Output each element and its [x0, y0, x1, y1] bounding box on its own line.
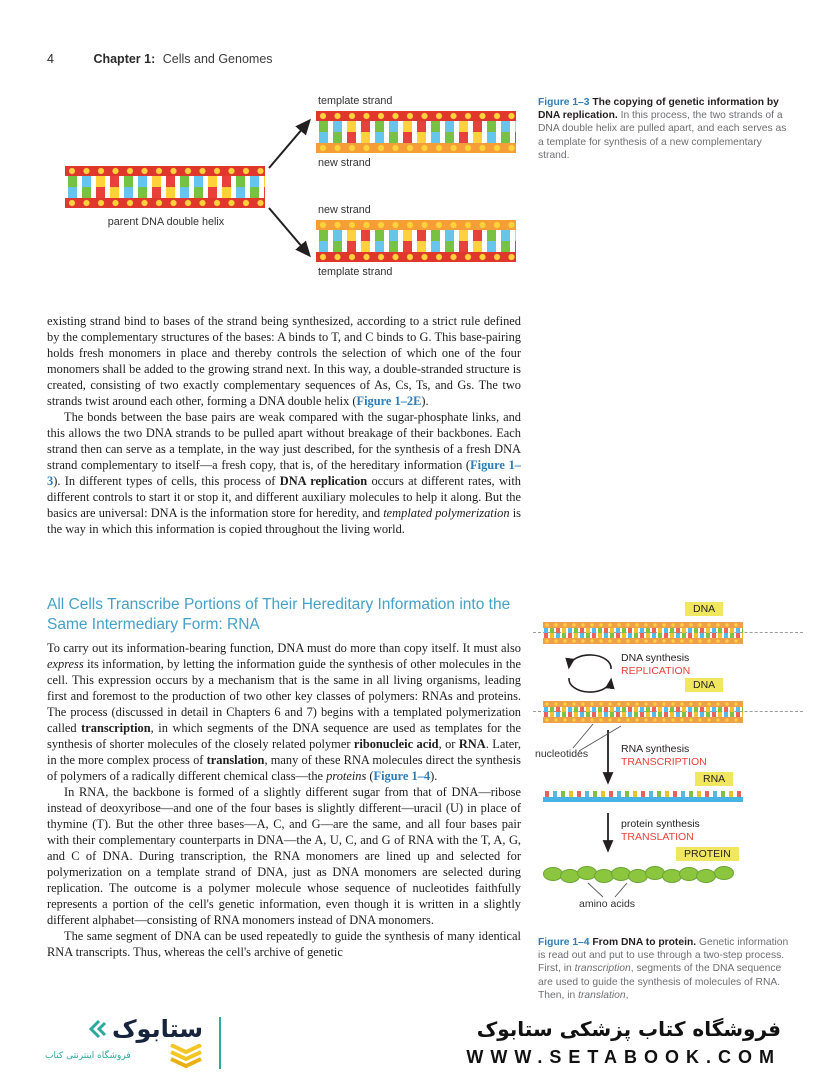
base-pairs-top: [316, 230, 516, 241]
base-pairs-bottom: [65, 187, 265, 198]
paragraph: In RNA, the backbone is formed of a slightly different sugar from that of DNA—ribose instead of deoxyribose—and one of the four bases is slightly different—uracil (U) in place of thymine (T). But the other three bases—A, C, and G—are the same, and all four bases pair with their complementary counterparts in DNA—the A, U, C, and G of RNA with the T, A, G, and C of DNA. During transcription, the RNA monomers are lined up and selected for polymerization on a template strand of DNA, just as DNA monomers are selected during replication. The outcome is a polymer molecule whose sequence of nucleotides faithfully represents a portion of the cell's genetic information, even though it is written in a slightly different alphabet—consisting of RNA monomers instead of DNA monomers.: [47, 785, 521, 927]
rna-synthesis-label: RNA synthesis: [621, 743, 690, 755]
template-strand-backbone: [316, 252, 516, 262]
protein-chain: [543, 864, 739, 886]
website-url: WWW.SETABOOK.COM: [466, 1047, 781, 1067]
logo-gold-chevrons-icon: [169, 1044, 203, 1068]
dna-double-helix: [65, 166, 265, 208]
rna-backbone: [543, 797, 743, 802]
body-text-block-1: [47, 313, 521, 537]
parent-dna-helix: [65, 166, 265, 232]
section-heading: All Cells Transcribe Portions of Their Hereditary Information into the Same Intermediary Form: RNA: [47, 596, 511, 633]
logo-double-chevron-icon: [86, 1018, 108, 1040]
dna-tag: DNA: [685, 678, 723, 692]
page-number: 4: [47, 52, 54, 66]
base-pairs-top: [65, 176, 265, 187]
translation-label: TRANSLATION: [621, 831, 694, 843]
protein-tag: PROTEIN: [676, 847, 739, 861]
dna-backbone-strand: [543, 622, 743, 628]
paragraph: To carry out its information-bearing function, DNA must do more than copy itself. It must also express its information, by letting the information guide the synthesis of other molecules in the cell. This expression occurs by a mechanism that is the same in all living organisms, leading first and foremost to the production of two other key classes of polymers: RNAs and proteins. The process (discussed in detail in Chapters 6 and 7) begins with a templated polymerization called transcription, in which segments of the DNA sequence are used as templates for the synthesis of shorter molecules of the closely related polymer ribonucleic acid, or RNA. Later, in the more complex process of translation, many of these RNA molecules direct the synthesis of polymers of a radically different chemical class—the proteins (Figure 1–4).: [47, 641, 521, 783]
rna-tag: RNA: [695, 772, 733, 786]
transcription-label: TRANSCRIPTION: [621, 756, 707, 768]
dna-molecule-2: [543, 701, 743, 723]
transcription-step-label: [621, 743, 707, 769]
logo-subtitle: فروشگاه اینترنتی کتاب: [45, 1051, 131, 1061]
dna-synthesis-label: DNA synthesis: [621, 652, 690, 664]
new-strand-label: new strand: [318, 157, 371, 169]
replication-step-label: [621, 652, 690, 678]
template-strand-label: template strand: [318, 266, 393, 278]
store-title: فروشگاه کتاب پزشکی ستابوک: [476, 1017, 781, 1041]
logo-wordmark: ستابوک: [111, 1015, 203, 1043]
figure-1-3-diagram: [40, 90, 540, 310]
paragraph: existing strand bind to bases of the strand being synthesized, according to a strict rule defined by the complementary structures of the bases: A binds to T, and C binds to G. This base-pairing holds fresh monomers in place and thereby controls the selection of which one of the four monomers shall be added to the growing strand next. In this way, a double-stranded structure is created, consisting of two exactly complementary sequences of As, Cs, Ts, and Gs. The two strands twist around each other, forming a DNA double helix (Figure 1–2E).: [47, 314, 521, 408]
body-text-block-2: [47, 640, 521, 960]
base-pairs-top: [316, 121, 516, 132]
base-pairs-bottom: [316, 241, 516, 252]
amino-acids-label: amino acids: [579, 898, 636, 910]
nucleotides-label: nucleotides: [535, 748, 589, 760]
new-strand-label: new strand: [318, 204, 371, 216]
dna-backbone-strand: [65, 166, 265, 176]
replication-label: REPLICATION: [621, 665, 691, 677]
dna-double-helix: [316, 220, 516, 262]
setabook-logo: [45, 1017, 203, 1068]
figure-1-4-caption: Figure 1–4 From DNA to protein. Genetic information is read out and put to use through a two-step process. First, in transcription, segments of the DNA sequence are used to guide the synthesis of molecules of RNA. Then, in translation,: [538, 937, 789, 1001]
dna-double-helix: [316, 111, 516, 153]
template-strand-backbone: [316, 111, 516, 121]
dna-tag: DNA: [685, 602, 723, 616]
protein-synthesis-label: protein synthesis: [621, 818, 700, 830]
paragraph: The bonds between the base pairs are weak compared with the sugar-phosphate links, and this allows the two DNA strands to be pulled apart without breakage of their backbones. Each strand then can serve as a template, in the way just described, for the synthesis of a fresh DNA strand complementary to itself—a fresh copy, that is, of the hereditary information (Figure 1–3). In different types of cells, this process of DNA replication occurs at different rates, with different controls to start it or stop it, and different auxiliary molecules to help it along. But the basics are universal: DNA is the information store for heredity, and templated polymerization is the way in which this information is copied throughout the living world.: [47, 410, 521, 536]
template-strand-label: template strand: [318, 95, 393, 107]
rna-molecule: [543, 791, 743, 802]
page-header: [47, 52, 273, 66]
figure-1-4-arrows: [533, 600, 809, 938]
replication-fork-arrows: [266, 114, 316, 264]
footer-banner: [0, 1005, 819, 1080]
figure-1-3-caption: Figure 1–3 The copying of genetic information by DNA replication. In this process, the two strands of a DNA double helix are pulled apart, and each serves as a template for synthesis of a new complementary strand.: [538, 97, 787, 161]
parent-helix-label: parent DNA double helix: [107, 216, 225, 228]
translation-step-label: [621, 818, 700, 844]
dna-backbone-strand: [543, 638, 743, 644]
dna-backbone-strand: [65, 198, 265, 208]
base-pairs-bottom: [316, 132, 516, 143]
footer-divider: [219, 1017, 221, 1069]
daughter-helix-bottom: [316, 203, 516, 279]
paragraph: The same segment of DNA can be used repeatedly to guide the synthesis of many identical RNA transcripts. Thus, whereas the cell's archive of genetic: [47, 929, 521, 959]
new-strand-backbone: [316, 143, 516, 153]
dna-backbone-strand: [543, 701, 743, 707]
footer-text: [237, 1017, 781, 1068]
new-strand-backbone: [316, 220, 516, 230]
figure-1-4-diagram: [533, 600, 809, 938]
chapter-label: Chapter 1:: [93, 52, 156, 66]
daughter-helix-top: [316, 94, 516, 170]
dna-molecule-1: [543, 622, 743, 644]
chapter-title: Cells and Genomes: [162, 52, 273, 66]
dna-backbone-strand: [543, 717, 743, 723]
